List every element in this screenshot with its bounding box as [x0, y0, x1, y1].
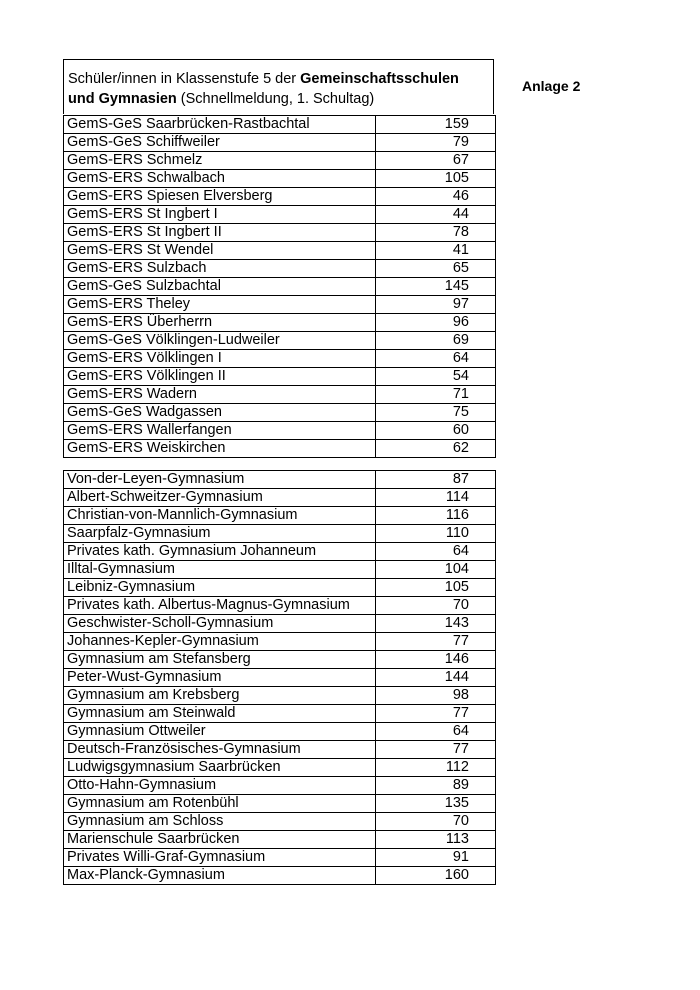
table-row: [64, 260, 496, 278]
student-count: 64: [376, 350, 496, 368]
school-name: Saarpfalz-Gymnasium: [64, 525, 376, 543]
student-count: 112: [376, 759, 496, 777]
gymnasien-table: [63, 470, 496, 885]
table-row: [64, 741, 496, 759]
school-name: GemS-GeS Schiffweiler: [64, 134, 376, 152]
school-name: Gymnasium Ottweiler: [64, 723, 376, 741]
student-count: 135: [376, 795, 496, 813]
student-count: 114: [376, 489, 496, 507]
student-count: 89: [376, 777, 496, 795]
student-count: 75: [376, 404, 496, 422]
table-row: [64, 831, 496, 849]
school-name: GemS-ERS St Wendel: [64, 242, 376, 260]
table-row: [64, 224, 496, 242]
annex-label: Anlage 2: [522, 78, 581, 94]
table-row: [64, 867, 496, 885]
table-row: [64, 134, 496, 152]
table-row: [64, 597, 496, 615]
student-count: 113: [376, 831, 496, 849]
school-name: GemS-ERS Schwalbach: [64, 170, 376, 188]
student-count: 44: [376, 206, 496, 224]
gemeinschaftsschulen-table: [63, 115, 496, 458]
school-name: GemS-GeS Völklingen-Ludweiler: [64, 332, 376, 350]
school-name: Gymnasium am Schloss: [64, 813, 376, 831]
table-row: [64, 314, 496, 332]
school-name: Johannes-Kepler-Gymnasium: [64, 633, 376, 651]
student-count: 64: [376, 723, 496, 741]
table-row: [64, 777, 496, 795]
table-row: [64, 759, 496, 777]
school-name: Gymnasium am Stefansberg: [64, 651, 376, 669]
table-row: [64, 332, 496, 350]
school-name: Gymnasium am Steinwald: [64, 705, 376, 723]
student-count: 60: [376, 422, 496, 440]
student-count: 41: [376, 242, 496, 260]
student-count: 62: [376, 440, 496, 458]
title-suffix: (Schnellmeldung, 1. Schultag): [176, 91, 375, 107]
school-name: GemS-ERS Weiskirchen: [64, 440, 376, 458]
student-count: 144: [376, 669, 496, 687]
school-name: Leibniz-Gymnasium: [64, 579, 376, 597]
student-count: 79: [376, 134, 496, 152]
table-row: [64, 386, 496, 404]
school-name: Geschwister-Scholl-Gymnasium: [64, 615, 376, 633]
table-row: [64, 849, 496, 867]
student-count: 105: [376, 579, 496, 597]
student-count: 87: [376, 471, 496, 489]
student-count: 145: [376, 278, 496, 296]
student-count: 96: [376, 314, 496, 332]
table-row: [64, 579, 496, 597]
student-count: 77: [376, 633, 496, 651]
student-count: 143: [376, 615, 496, 633]
student-count: 146: [376, 651, 496, 669]
table-row: [64, 368, 496, 386]
table-title: [63, 59, 494, 114]
school-name: GemS-ERS Völklingen I: [64, 350, 376, 368]
table-row: [64, 795, 496, 813]
school-name: Max-Planck-Gymnasium: [64, 867, 376, 885]
school-name: Deutsch-Französisches-Gymnasium: [64, 741, 376, 759]
student-count: 77: [376, 705, 496, 723]
school-name: Von-der-Leyen-Gymnasium: [64, 471, 376, 489]
school-name: GemS-GeS Wadgassen: [64, 404, 376, 422]
student-count: 116: [376, 507, 496, 525]
school-name: GemS-ERS Wallerfangen: [64, 422, 376, 440]
school-name: GemS-ERS Wadern: [64, 386, 376, 404]
school-name: Ludwigsgymnasium Saarbrücken: [64, 759, 376, 777]
school-name: GemS-ERS Schmelz: [64, 152, 376, 170]
school-name: GemS-ERS St Ingbert I: [64, 206, 376, 224]
table-row: [64, 116, 496, 134]
table-row: [64, 669, 496, 687]
student-count: 71: [376, 386, 496, 404]
table-row: [64, 188, 496, 206]
student-count: 97: [376, 296, 496, 314]
student-count: 160: [376, 867, 496, 885]
student-count: 70: [376, 597, 496, 615]
student-count: 110: [376, 525, 496, 543]
table-row: [64, 543, 496, 561]
school-name: Privates kath. Albertus-Magnus-Gymnasium: [64, 597, 376, 615]
table-row: [64, 489, 496, 507]
student-count: 65: [376, 260, 496, 278]
student-count: 91: [376, 849, 496, 867]
table-row: [64, 705, 496, 723]
table-row: [64, 440, 496, 458]
school-name: GemS-GeS Sulzbachtal: [64, 278, 376, 296]
table-row: [64, 615, 496, 633]
table-row: [64, 152, 496, 170]
student-count: 78: [376, 224, 496, 242]
table-row: [64, 404, 496, 422]
school-name: GemS-ERS Überherrn: [64, 314, 376, 332]
title-prefix: Schüler/innen in Klassenstufe 5 der: [68, 71, 301, 87]
title-bold-gymnasien: und Gymnasien: [68, 91, 177, 107]
student-count: 77: [376, 741, 496, 759]
student-count: 69: [376, 332, 496, 350]
student-count: 98: [376, 687, 496, 705]
table-row: [64, 723, 496, 741]
table-row: [64, 242, 496, 260]
student-count: 105: [376, 170, 496, 188]
table-row: [64, 471, 496, 489]
school-name: Albert-Schweitzer-Gymnasium: [64, 489, 376, 507]
school-name: Privates Willi-Graf-Gymnasium: [64, 849, 376, 867]
table-row: [64, 170, 496, 188]
student-count: 54: [376, 368, 496, 386]
school-name: Peter-Wust-Gymnasium: [64, 669, 376, 687]
student-count: 64: [376, 543, 496, 561]
school-name: Otto-Hahn-Gymnasium: [64, 777, 376, 795]
school-name: Privates kath. Gymnasium Johanneum: [64, 543, 376, 561]
student-count: 46: [376, 188, 496, 206]
table-row: [64, 651, 496, 669]
school-name: Christian-von-Mannlich-Gymnasium: [64, 507, 376, 525]
table-row: [64, 278, 496, 296]
table-row: [64, 350, 496, 368]
student-count: 70: [376, 813, 496, 831]
school-name: Gymnasium am Rotenbühl: [64, 795, 376, 813]
table-row: [64, 813, 496, 831]
school-name: GemS-GeS Saarbrücken-Rastbachtal: [64, 116, 376, 134]
school-name: GemS-ERS St Ingbert II: [64, 224, 376, 242]
school-name: GemS-ERS Völklingen II: [64, 368, 376, 386]
school-name: Illtal-Gymnasium: [64, 561, 376, 579]
title-bold-schools: Gemeinschaftsschulen: [300, 71, 459, 87]
table-row: [64, 422, 496, 440]
student-count: 159: [376, 116, 496, 134]
school-name: GemS-ERS Theley: [64, 296, 376, 314]
student-count: 104: [376, 561, 496, 579]
table-row: [64, 206, 496, 224]
table-row: [64, 525, 496, 543]
school-name: GemS-ERS Spiesen Elversberg: [64, 188, 376, 206]
school-name: Marienschule Saarbrücken: [64, 831, 376, 849]
school-name: Gymnasium am Krebsberg: [64, 687, 376, 705]
school-name: GemS-ERS Sulzbach: [64, 260, 376, 278]
student-count: 67: [376, 152, 496, 170]
table-row: [64, 507, 496, 525]
table-row: [64, 296, 496, 314]
table-row: [64, 633, 496, 651]
table-row: [64, 561, 496, 579]
table-row: [64, 687, 496, 705]
